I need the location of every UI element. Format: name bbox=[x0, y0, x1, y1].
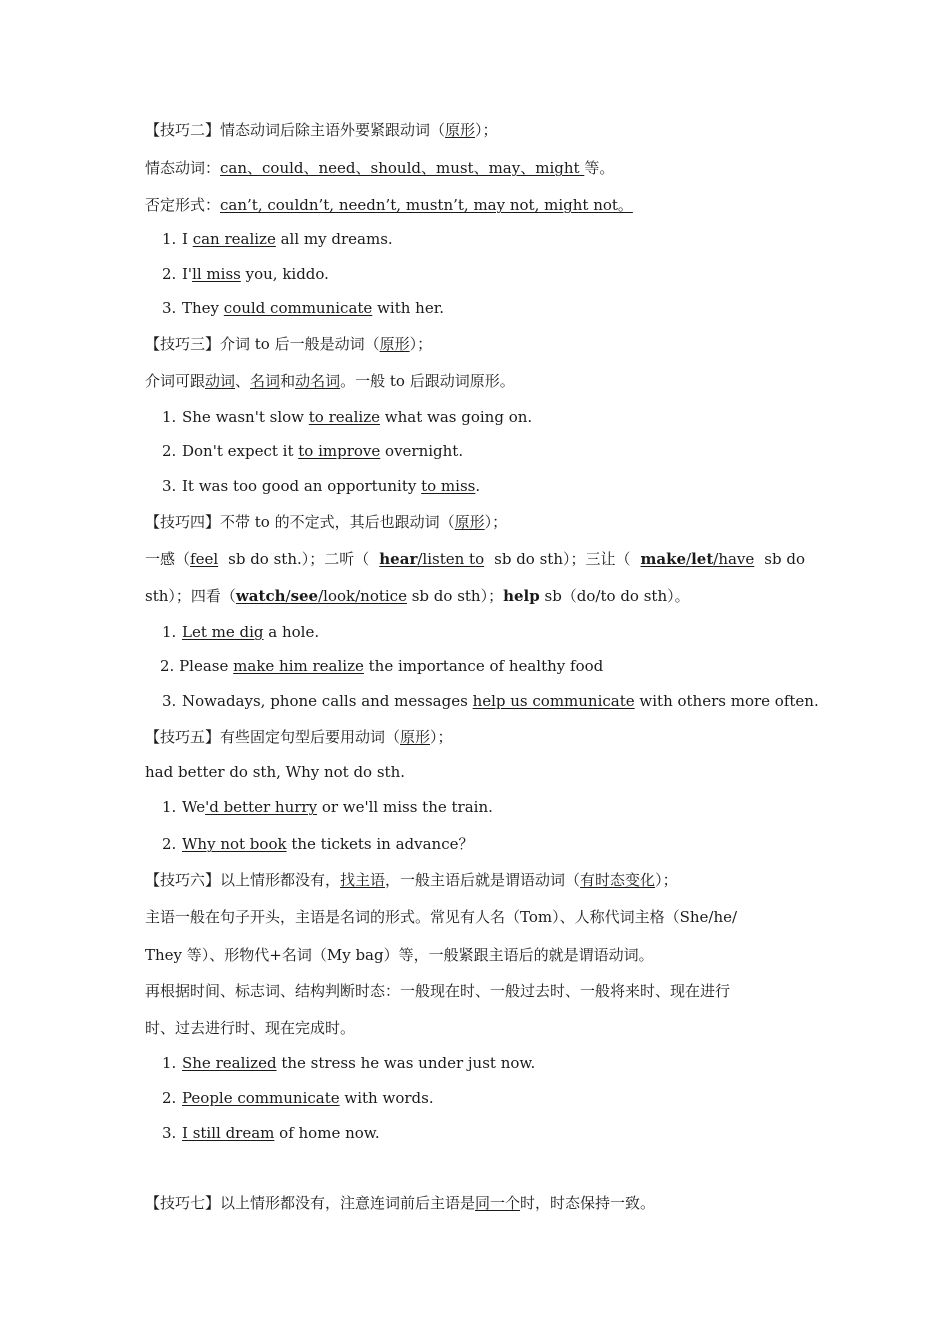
example-text: Nowadays, phone calls and messages bbox=[182, 692, 473, 710]
tip5-heading-text: 【技巧五】有些固定句型后要用动词（ bbox=[145, 728, 401, 746]
example-number: 2. bbox=[162, 265, 177, 283]
rule-verb-listen: /listen to bbox=[417, 550, 485, 568]
tip2-heading-text: 【技巧二】情态动词后除主语外要紧跟动词（ bbox=[145, 121, 446, 139]
tip6-paragraph-1-line-2 bbox=[145, 945, 815, 965]
tip3-heading-underline: 原形 bbox=[379, 335, 410, 353]
example-text: what was going on. bbox=[379, 408, 533, 426]
example-underline: I still dream bbox=[182, 1124, 275, 1142]
tip7-heading bbox=[145, 1193, 815, 1213]
tip7-heading-underline: 同一个 bbox=[475, 1194, 521, 1212]
tip3-heading bbox=[145, 334, 815, 354]
example-underline: to realize bbox=[308, 408, 380, 426]
example-text: with her. bbox=[372, 299, 445, 317]
example-underline: People communicate bbox=[182, 1089, 340, 1107]
pattern-text: had better do sth, Why not do sth. bbox=[145, 763, 406, 781]
tip7-heading-text: 【技巧七】以上情形都没有，注意连词前后主语是 bbox=[145, 1194, 476, 1212]
tip5-example-2 bbox=[162, 834, 812, 854]
example-text: It was too good an opportunity bbox=[182, 477, 422, 495]
example-underline: to improve bbox=[298, 442, 381, 460]
example-text: or we'll miss the train. bbox=[317, 798, 493, 816]
tip4-heading-underline: 原形 bbox=[454, 513, 485, 531]
example-text: Don't expect it bbox=[182, 442, 299, 460]
tip6-heading-text: 【技巧六】以上情形都没有， bbox=[145, 871, 341, 889]
tip4-heading bbox=[145, 512, 815, 532]
example-number: 2. bbox=[162, 442, 177, 460]
example-underline: to miss bbox=[421, 477, 476, 495]
tip2-modal-list bbox=[145, 158, 815, 178]
paragraph-text: They 等）、形物代+名词（My bag）等，一般紧跟主语后的就是谓语动词。 bbox=[145, 946, 654, 964]
example-number: 3. bbox=[162, 477, 177, 495]
tip5-heading bbox=[145, 727, 815, 747]
rule-text: 一感（ bbox=[145, 550, 191, 568]
tip2-example-1 bbox=[162, 229, 812, 249]
example-number: 1. bbox=[162, 1054, 177, 1072]
tip6-paragraph-2-line-2 bbox=[145, 1018, 815, 1038]
example-underline: Let me dig bbox=[182, 623, 264, 641]
example-underline: 'd better hurry bbox=[205, 798, 318, 816]
explanation-underline: 名词 bbox=[250, 372, 281, 390]
tip6-heading-underline: 找主语 bbox=[340, 871, 386, 889]
example-number: 2. bbox=[162, 835, 177, 853]
example-number: 1. bbox=[162, 408, 177, 426]
modal-verbs: can、could、need、should、must、may、might bbox=[220, 159, 585, 177]
example-number: 1. bbox=[162, 623, 177, 641]
example-number: 3. bbox=[162, 299, 177, 317]
modal-tail: 等。 bbox=[584, 159, 615, 177]
rule-slash: / bbox=[285, 587, 291, 605]
explanation-text: 和 bbox=[280, 372, 296, 390]
paragraph-text: 主语一般在句子开头，主语是名词的形式。常见有人名（Tom）、人称代词主格（She/he/ bbox=[145, 908, 738, 926]
tip6-heading bbox=[145, 870, 815, 890]
example-number: 1. bbox=[162, 230, 177, 248]
example-text: overnight. bbox=[380, 442, 464, 460]
tip6-example-3 bbox=[162, 1123, 812, 1143]
example-text: They bbox=[182, 299, 224, 317]
example-text: She wasn't slow bbox=[182, 408, 309, 426]
tip4-heading-tail: ）； bbox=[484, 513, 508, 531]
tip4-rule-line-1 bbox=[145, 549, 805, 569]
tip6-example-2 bbox=[162, 1088, 812, 1108]
example-number: 1. bbox=[162, 798, 177, 816]
tip5-example-1 bbox=[162, 797, 812, 817]
tip3-explanation bbox=[145, 371, 815, 391]
example-text: all my dreams. bbox=[275, 230, 393, 248]
tip2-heading-underline: 原形 bbox=[445, 121, 476, 139]
rule-text: sb do sth.）；二听（ bbox=[228, 550, 370, 568]
example-number: 3. bbox=[162, 692, 177, 710]
tip5-heading-tail: ）； bbox=[430, 728, 453, 746]
tip5-heading-underline: 原形 bbox=[400, 728, 431, 746]
example-text: a hole. bbox=[263, 623, 320, 641]
explanation-underline: 动词 bbox=[205, 372, 236, 390]
example-text: I' bbox=[182, 265, 193, 283]
example-text: of home now. bbox=[274, 1124, 380, 1142]
example-text: Please bbox=[179, 657, 234, 675]
tip4-example-2 bbox=[160, 656, 810, 676]
rule-slash: / bbox=[686, 550, 692, 568]
example-text: you, kiddo. bbox=[240, 265, 329, 283]
tip3-example-1 bbox=[162, 407, 812, 427]
rule-verb-see: see bbox=[290, 587, 319, 605]
tip2-negative-forms bbox=[145, 195, 815, 215]
rule-text: sb do sth）； bbox=[406, 587, 504, 605]
rule-segment bbox=[145, 549, 218, 569]
explanation-text: 、 bbox=[235, 372, 251, 390]
rule-verb-feel: feel bbox=[190, 550, 219, 568]
explanation-text: 。一般 to 后跟动词原形。 bbox=[340, 372, 515, 390]
explanation-underline: 动名词 bbox=[295, 372, 341, 390]
tip3-heading-text: 【技巧三】介词 to 后一般是动词（ bbox=[145, 335, 380, 353]
example-text: with others more often. bbox=[634, 692, 819, 710]
example-underline: She realized bbox=[182, 1054, 277, 1072]
tip6-heading-underline-2: 有时态变化 bbox=[580, 871, 656, 889]
rule-verb-help: help bbox=[503, 587, 540, 605]
tip6-paragraph-2-line-1 bbox=[145, 981, 815, 1001]
example-text: with words. bbox=[339, 1089, 434, 1107]
tip6-paragraph-1-line-1 bbox=[145, 907, 815, 927]
tip2-example-3 bbox=[162, 298, 812, 318]
negative-forms: can’t, couldn’t, needn’t, mustn’t, may not, might not。 bbox=[220, 196, 633, 214]
rule-verb-watch: watch bbox=[235, 587, 286, 605]
example-number: 2. bbox=[160, 657, 175, 675]
tip4-rule-line-2 bbox=[145, 586, 815, 606]
explanation-text: 介词可跟 bbox=[145, 372, 206, 390]
tip5-patterns bbox=[145, 762, 815, 782]
example-text: I bbox=[182, 230, 193, 248]
tip6-heading-tail: ）； bbox=[655, 871, 678, 889]
tip2-heading-tail: ）； bbox=[475, 121, 498, 139]
rule-verb-make: make bbox=[640, 550, 687, 568]
rule-text: sb do sth）；三让（ bbox=[494, 550, 631, 568]
example-number: 3. bbox=[162, 1124, 177, 1142]
example-underline: Why not book bbox=[182, 835, 287, 853]
rule-text: sb do bbox=[764, 550, 805, 568]
rule-segment bbox=[379, 549, 484, 569]
example-text: the importance of healthy food bbox=[363, 657, 604, 675]
example-text: . bbox=[475, 477, 481, 495]
tip4-example-3 bbox=[162, 691, 819, 711]
tip6-heading-middle: ，一般主语后就是谓语动词（ bbox=[385, 871, 581, 889]
tip6-example-1 bbox=[162, 1053, 812, 1073]
negative-label: 否定形式： bbox=[145, 196, 221, 214]
rule-text: sth）；四看（ bbox=[145, 587, 236, 605]
example-underline: can realize bbox=[192, 230, 276, 248]
tip3-heading-tail: ）； bbox=[409, 335, 433, 353]
paragraph-text: 时、过去进行时、现在完成时。 bbox=[145, 1019, 356, 1037]
example-underline: help us communicate bbox=[472, 692, 635, 710]
example-text: We bbox=[182, 798, 206, 816]
tip2-example-2 bbox=[162, 264, 812, 284]
rule-verb-look-notice: /look/notice bbox=[318, 587, 407, 605]
rule-verb-have: /have bbox=[713, 550, 755, 568]
rule-text: sb（do/to do sth）。 bbox=[539, 587, 690, 605]
rule-verb-hear: hear bbox=[379, 550, 418, 568]
example-underline: make him realize bbox=[233, 657, 364, 675]
tip7-heading-tail: 时，时态保持一致。 bbox=[520, 1194, 656, 1212]
tip3-example-2 bbox=[162, 441, 812, 461]
example-number: 2. bbox=[162, 1089, 177, 1107]
rule-verb-let: let bbox=[691, 550, 714, 568]
example-underline: ll miss bbox=[192, 265, 241, 283]
tip2-heading bbox=[145, 120, 815, 140]
tip3-example-3 bbox=[162, 476, 812, 496]
rule-segment bbox=[641, 549, 755, 569]
example-underline: could communicate bbox=[223, 299, 373, 317]
tip4-example-1 bbox=[162, 622, 812, 642]
example-text: the tickets in advance？ bbox=[286, 835, 474, 853]
paragraph-text: 再根据时间、标志词、结构判断时态：一般现在时、一般过去时、一般将来时、现在进行 bbox=[145, 982, 731, 1000]
example-text: the stress he was under just now. bbox=[276, 1054, 536, 1072]
tip4-heading-text: 【技巧四】不带 to 的不定式，其后也跟动词（ bbox=[145, 513, 455, 531]
modal-label: 情态动词： bbox=[145, 159, 221, 177]
